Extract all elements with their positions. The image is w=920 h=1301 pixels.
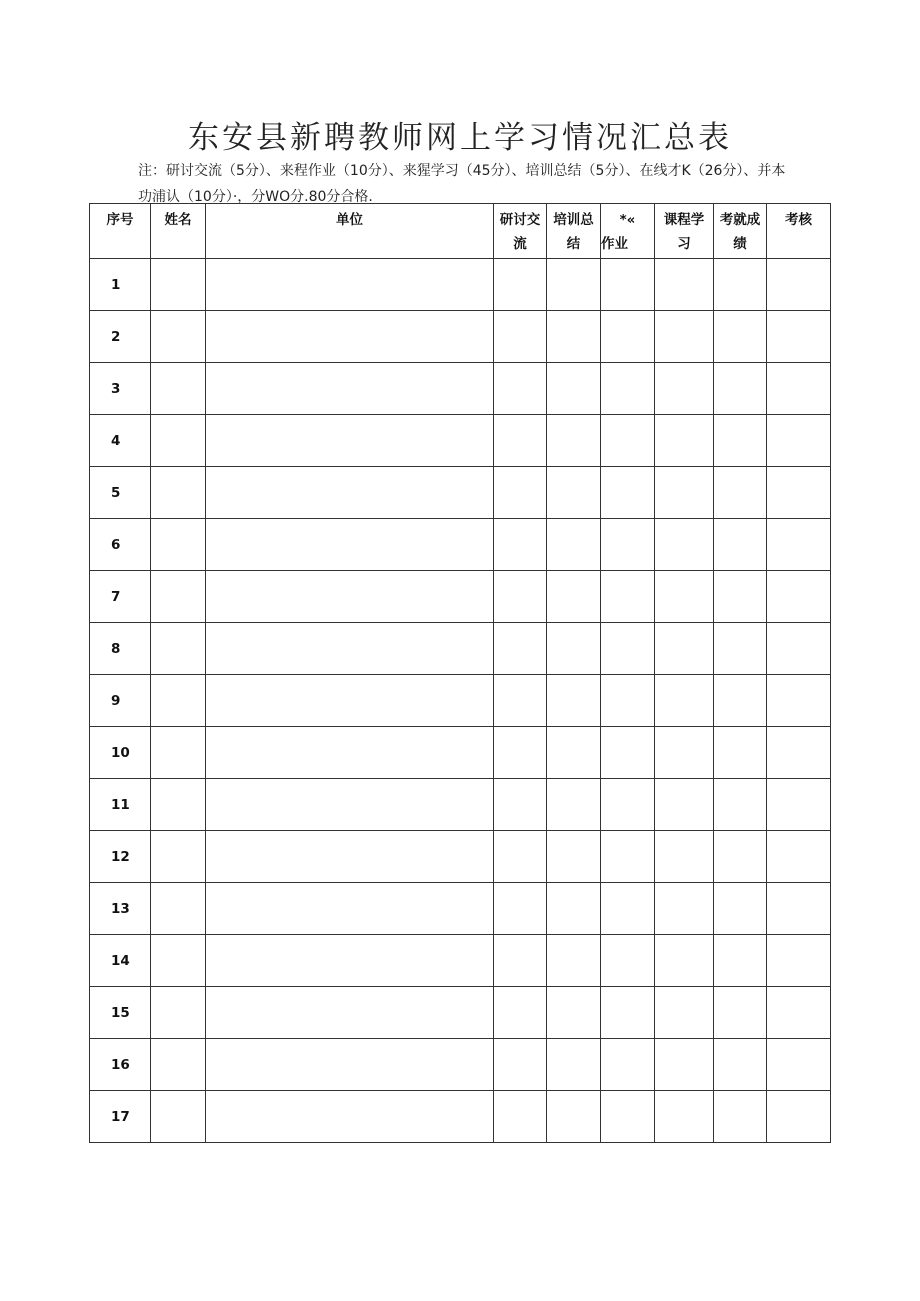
cell-name[interactable] xyxy=(151,779,206,831)
cell-discussion[interactable] xyxy=(494,467,547,519)
table-row xyxy=(90,415,831,467)
cell-homework[interactable] xyxy=(601,259,655,311)
row-number: 3 xyxy=(90,363,151,415)
cell-summary[interactable] xyxy=(547,935,601,987)
row-number: 12 xyxy=(90,831,151,883)
cell-score[interactable] xyxy=(714,675,767,727)
cell-summary[interactable] xyxy=(547,415,601,467)
row-number: 8 xyxy=(90,623,151,675)
cell-summary[interactable] xyxy=(547,831,601,883)
cell-name[interactable] xyxy=(151,1091,206,1143)
cell-discussion[interactable] xyxy=(494,623,547,675)
header-discussion-line2: 流 xyxy=(513,236,527,252)
cell-exam[interactable] xyxy=(767,935,831,987)
cell-discussion[interactable] xyxy=(494,779,547,831)
header-summary-line1: 培训总 xyxy=(553,212,594,228)
row-number: 14 xyxy=(90,935,151,987)
table-row xyxy=(90,1039,831,1091)
table-row xyxy=(90,675,831,727)
cell-course[interactable] xyxy=(655,987,714,1039)
header-name: 姓名 xyxy=(151,204,206,259)
header-seq: 序号 xyxy=(90,204,151,259)
cell-summary[interactable] xyxy=(547,363,601,415)
cell-discussion[interactable] xyxy=(494,519,547,571)
row-number: 9 xyxy=(90,675,151,727)
cell-course[interactable] xyxy=(655,363,714,415)
cell-exam[interactable] xyxy=(767,467,831,519)
cell-unit[interactable] xyxy=(206,623,494,675)
cell-homework[interactable] xyxy=(601,467,655,519)
cell-course[interactable] xyxy=(655,259,714,311)
header-score-line1: 考就成 xyxy=(719,212,761,228)
scoring-note: 注：研讨交流（5分）、来程作业（10分）、来猩学习（45分）、培训总结（5分）、在线才K（26分）、并本功浦认（10分）·，分WO分.80分合格. xyxy=(138,163,786,205)
cell-discussion[interactable] xyxy=(494,415,547,467)
cell-score[interactable] xyxy=(714,623,767,675)
cell-name[interactable] xyxy=(151,1039,206,1091)
cell-discussion[interactable] xyxy=(494,363,547,415)
cell-score[interactable] xyxy=(714,467,767,519)
cell-score[interactable] xyxy=(714,883,767,935)
cell-exam[interactable] xyxy=(767,987,831,1039)
page-title: 东安县新聘教师网上学习情况汇总表 xyxy=(188,120,732,156)
cell-homework[interactable] xyxy=(601,779,655,831)
cell-course[interactable] xyxy=(655,467,714,519)
cell-name[interactable] xyxy=(151,883,206,935)
cell-exam[interactable] xyxy=(767,363,831,415)
row-number: 6 xyxy=(90,519,151,571)
cell-homework[interactable] xyxy=(601,831,655,883)
row-number: 1 xyxy=(90,259,151,311)
cell-summary[interactable] xyxy=(547,779,601,831)
header-homework xyxy=(601,204,655,259)
summary-table xyxy=(89,203,831,1143)
cell-exam[interactable] xyxy=(767,727,831,779)
header-exam: 考核 xyxy=(767,204,831,259)
cell-exam[interactable] xyxy=(767,1039,831,1091)
cell-name[interactable] xyxy=(151,727,206,779)
cell-discussion[interactable] xyxy=(494,987,547,1039)
cell-course[interactable] xyxy=(655,571,714,623)
cell-unit[interactable] xyxy=(206,779,494,831)
header-summary-line2: 结 xyxy=(566,236,581,252)
cell-course[interactable] xyxy=(655,623,714,675)
cell-course[interactable] xyxy=(655,519,714,571)
cell-discussion[interactable] xyxy=(494,831,547,883)
cell-homework[interactable] xyxy=(601,935,655,987)
cell-discussion[interactable] xyxy=(494,311,547,363)
cell-exam[interactable] xyxy=(767,415,831,467)
cell-exam[interactable] xyxy=(767,883,831,935)
cell-discussion[interactable] xyxy=(494,259,547,311)
cell-summary[interactable] xyxy=(547,1091,601,1143)
row-number: 15 xyxy=(90,987,151,1039)
table-row xyxy=(90,935,831,987)
cell-unit[interactable] xyxy=(206,935,494,987)
cell-discussion[interactable] xyxy=(494,1039,547,1091)
cell-discussion[interactable] xyxy=(494,727,547,779)
cell-score[interactable] xyxy=(714,727,767,779)
cell-score[interactable] xyxy=(714,1091,767,1143)
table-row xyxy=(90,727,831,779)
header-homework-line1: *« xyxy=(619,212,636,228)
cell-summary[interactable] xyxy=(547,727,601,779)
header-course-line1: 课程学 xyxy=(663,212,705,228)
cell-unit[interactable] xyxy=(206,259,494,311)
cell-name[interactable] xyxy=(151,467,206,519)
row-number: 5 xyxy=(90,467,151,519)
row-number: 11 xyxy=(90,779,151,831)
header-course xyxy=(655,204,714,259)
cell-homework[interactable] xyxy=(601,883,655,935)
cell-score[interactable] xyxy=(714,1039,767,1091)
cell-homework[interactable] xyxy=(601,1039,655,1091)
cell-unit[interactable] xyxy=(206,363,494,415)
row-number: 17 xyxy=(90,1091,151,1143)
cell-unit[interactable] xyxy=(206,571,494,623)
cell-name[interactable] xyxy=(151,311,206,363)
cell-score[interactable] xyxy=(714,779,767,831)
cell-score[interactable] xyxy=(714,831,767,883)
cell-discussion[interactable] xyxy=(494,883,547,935)
table-row xyxy=(90,467,831,519)
cell-name[interactable] xyxy=(151,623,206,675)
cell-exam[interactable] xyxy=(767,779,831,831)
header-score-line2: 绩 xyxy=(733,236,747,252)
cell-discussion[interactable] xyxy=(494,675,547,727)
cell-score[interactable] xyxy=(714,311,767,363)
cell-course[interactable] xyxy=(655,831,714,883)
cell-score[interactable] xyxy=(714,935,767,987)
cell-unit[interactable] xyxy=(206,1039,494,1091)
cell-unit[interactable] xyxy=(206,987,494,1039)
cell-name[interactable] xyxy=(151,675,206,727)
row-number: 16 xyxy=(90,1039,151,1091)
row-number: 4 xyxy=(90,415,151,467)
header-unit: 单位 xyxy=(206,204,494,259)
table-row xyxy=(90,311,831,363)
cell-summary[interactable] xyxy=(547,519,601,571)
row-number: 2 xyxy=(90,311,151,363)
cell-course[interactable] xyxy=(655,1039,714,1091)
cell-unit[interactable] xyxy=(206,311,494,363)
cell-homework[interactable] xyxy=(601,623,655,675)
table-row xyxy=(90,259,831,311)
table-row xyxy=(90,831,831,883)
cell-name[interactable] xyxy=(151,935,206,987)
cell-name[interactable] xyxy=(151,363,206,415)
header-course-line2: 习 xyxy=(677,236,691,252)
cell-unit[interactable] xyxy=(206,883,494,935)
cell-homework[interactable] xyxy=(601,987,655,1039)
cell-homework[interactable] xyxy=(601,727,655,779)
cell-summary[interactable] xyxy=(547,987,601,1039)
cell-summary[interactable] xyxy=(547,675,601,727)
cell-unit[interactable] xyxy=(206,1091,494,1143)
cell-discussion[interactable] xyxy=(494,935,547,987)
cell-score[interactable] xyxy=(714,363,767,415)
cell-course[interactable] xyxy=(655,779,714,831)
header-score xyxy=(714,204,767,259)
table-row xyxy=(90,987,831,1039)
cell-summary[interactable] xyxy=(547,1039,601,1091)
cell-exam[interactable] xyxy=(767,1091,831,1143)
table-row xyxy=(90,363,831,415)
cell-name[interactable] xyxy=(151,987,206,1039)
cell-name[interactable] xyxy=(151,519,206,571)
cell-homework[interactable] xyxy=(601,311,655,363)
cell-homework[interactable] xyxy=(601,675,655,727)
cell-exam[interactable] xyxy=(767,571,831,623)
table-row xyxy=(90,519,831,571)
cell-exam[interactable] xyxy=(767,311,831,363)
cell-exam[interactable] xyxy=(767,623,831,675)
cell-summary[interactable] xyxy=(547,571,601,623)
table-row xyxy=(90,623,831,675)
cell-course[interactable] xyxy=(655,415,714,467)
cell-score[interactable] xyxy=(714,571,767,623)
header-homework-line2: 作业 xyxy=(601,236,628,252)
cell-unit[interactable] xyxy=(206,467,494,519)
cell-course[interactable] xyxy=(655,1091,714,1143)
cell-course[interactable] xyxy=(655,883,714,935)
cell-homework[interactable] xyxy=(601,519,655,571)
cell-unit[interactable] xyxy=(206,415,494,467)
cell-unit[interactable] xyxy=(206,675,494,727)
cell-score[interactable] xyxy=(714,519,767,571)
header-discussion xyxy=(494,204,547,259)
cell-homework[interactable] xyxy=(601,363,655,415)
header-discussion-line1: 研讨交 xyxy=(499,212,541,228)
cell-summary[interactable] xyxy=(547,259,601,311)
cell-unit[interactable] xyxy=(206,727,494,779)
cell-name[interactable] xyxy=(151,831,206,883)
cell-score[interactable] xyxy=(714,259,767,311)
cell-homework[interactable] xyxy=(601,571,655,623)
cell-exam[interactable] xyxy=(767,519,831,571)
cell-discussion[interactable] xyxy=(494,571,547,623)
cell-homework[interactable] xyxy=(601,415,655,467)
row-number: 10 xyxy=(90,727,151,779)
header-summary xyxy=(547,204,601,259)
cell-course[interactable] xyxy=(655,935,714,987)
row-number: 13 xyxy=(90,883,151,935)
cell-unit[interactable] xyxy=(206,519,494,571)
cell-course[interactable] xyxy=(655,727,714,779)
table-row xyxy=(90,1091,831,1143)
cell-summary[interactable] xyxy=(547,623,601,675)
cell-summary[interactable] xyxy=(547,467,601,519)
table-row xyxy=(90,779,831,831)
cell-course[interactable] xyxy=(655,675,714,727)
row-number: 7 xyxy=(90,571,151,623)
cell-exam[interactable] xyxy=(767,831,831,883)
cell-summary[interactable] xyxy=(547,883,601,935)
cell-discussion[interactable] xyxy=(494,1091,547,1143)
cell-name[interactable] xyxy=(151,415,206,467)
cell-score[interactable] xyxy=(714,987,767,1039)
cell-name[interactable] xyxy=(151,259,206,311)
cell-unit[interactable] xyxy=(206,831,494,883)
cell-course[interactable] xyxy=(655,311,714,363)
cell-exam[interactable] xyxy=(767,675,831,727)
cell-summary[interactable] xyxy=(547,311,601,363)
table-row xyxy=(90,571,831,623)
cell-homework[interactable] xyxy=(601,1091,655,1143)
header-row xyxy=(90,204,831,259)
cell-name[interactable] xyxy=(151,571,206,623)
table-row xyxy=(90,883,831,935)
cell-exam[interactable] xyxy=(767,259,831,311)
cell-score[interactable] xyxy=(714,415,767,467)
